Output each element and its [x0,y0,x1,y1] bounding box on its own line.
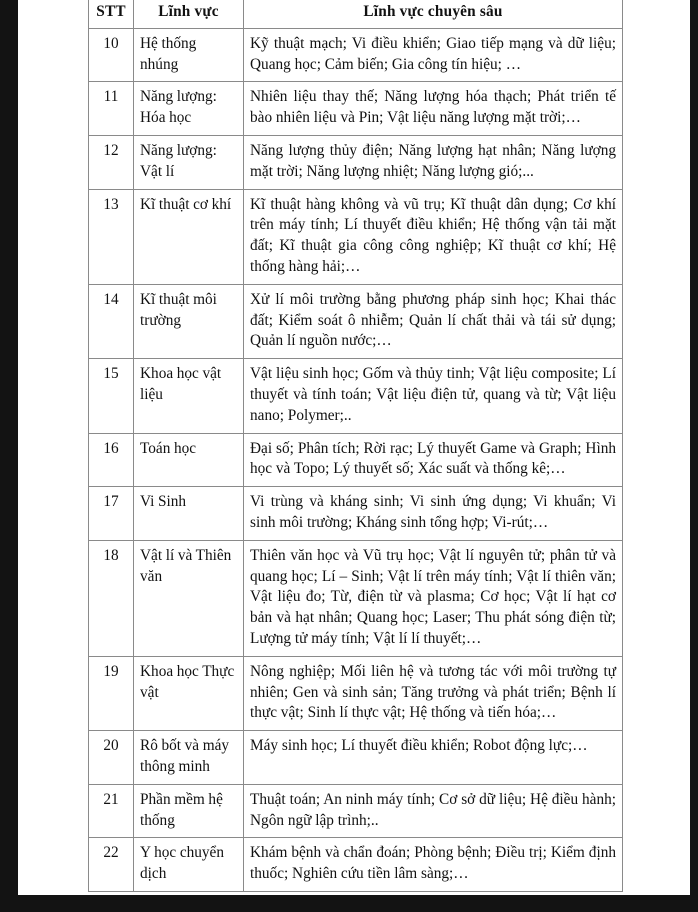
table-row [89,82,623,136]
cell-stt: 11 [89,82,134,136]
table-row [89,487,623,541]
cell-specialization: Thiên văn học và Vũ trụ học; Vật lí nguyên tử; phân tử và quang học; Lí – Sinh; Vật lí trên máy tính; Vật lí thiên văn; Vật liệu đo; Từ, điện từ và plasma; Cơ học; Vật lí hạt cơ bản và hạt nhân; Quang học; Laser; Thu phát sóng điện từ; Lượng tử máy tính; Vật lí lí thuyết;… [244,540,623,656]
cell-stt: 13 [89,189,134,284]
cell-specialization: Năng lượng thủy điện; Năng lượng hạt nhân; Năng lượng mặt trời; Năng lượng nhiệt; Năng lượng gió;... [244,135,623,189]
table-row [89,359,623,433]
table-row [89,135,623,189]
table-row [89,656,623,730]
table-header-row [89,0,623,28]
table-body [89,28,623,891]
cell-field: Y học chuyển dịch [134,838,244,892]
scanned-page [18,0,690,895]
table-row [89,838,623,892]
cell-stt: 14 [89,284,134,358]
cell-field: Phần mềm hệ thống [134,784,244,838]
cell-stt: 20 [89,731,134,785]
cell-stt: 22 [89,838,134,892]
table-row [89,189,623,284]
cell-stt: 16 [89,433,134,487]
cell-specialization: Thuật toán; An ninh máy tính; Cơ sở dữ liệu; Hệ điều hành; Ngôn ngữ lập trình;.. [244,784,623,838]
cell-field: Kĩ thuật môi trường [134,284,244,358]
table-row [89,540,623,656]
table-row [89,433,623,487]
specialization-fields-table [88,0,623,892]
cell-field: Năng lượng: Vật lí [134,135,244,189]
cell-stt: 10 [89,28,134,82]
cell-stt: 19 [89,656,134,730]
cell-specialization: Máy sinh học; Lí thuyết điều khiển; Robot động lực;… [244,731,623,785]
column-header-stt: STT [89,0,134,28]
cell-specialization: Đại số; Phân tích; Rời rạc; Lý thuyết Game và Graph; Hình học và Topo; Lý thuyết số; Xác suất và thống kê;… [244,433,623,487]
cell-specialization: Kĩ thuật hàng không và vũ trụ; Kĩ thuật dân dụng; Cơ khí trên máy tính; Lí thuyết điều khiển; Hệ thống vận tải mặt đất; Kĩ thuật gia công công nghiệp; Kĩ thuật cơ khí; Hệ thống hàng hải;… [244,189,623,284]
cell-field: Kĩ thuật cơ khí [134,189,244,284]
cell-field: Rô bốt và máy thông minh [134,731,244,785]
cell-specialization: Vật liệu sinh học; Gốm và thủy tinh; Vật liệu composite; Lí thuyết và tính toán; Vật liệu điện tử, quang và từ; Vật liệu nano; Polymer;.. [244,359,623,433]
cell-stt: 17 [89,487,134,541]
cell-field: Hệ thống nhúng [134,28,244,82]
cell-specialization: Khám bệnh và chẩn đoán; Phòng bệnh; Điều trị; Kiểm định thuốc; Nghiên cứu tiền lâm sàng;… [244,838,623,892]
cell-specialization: Nông nghiệp; Mối liên hệ và tương tác với môi trường tự nhiên; Gen và sinh sản; Tăng trưởng và phát triển; Bệnh lí thực vật; Sinh lí thực vật; Hệ thống và tiến hóa;… [244,656,623,730]
cell-specialization: Nhiên liệu thay thế; Năng lượng hóa thạch; Phát triển tế bào nhiên liệu và Pin; Vật liệu năng lượng mặt trời;… [244,82,623,136]
cell-stt: 21 [89,784,134,838]
cell-field: Năng lượng: Hóa học [134,82,244,136]
cell-field: Vật lí và Thiên văn [134,540,244,656]
cell-stt: 15 [89,359,134,433]
cell-specialization: Kỹ thuật mạch; Vi điều khiển; Giao tiếp mạng và dữ liệu; Quang học; Cảm biến; Gia công tín hiệu; … [244,28,623,82]
column-header-field: Lĩnh vực [134,0,244,28]
cell-stt: 12 [89,135,134,189]
table-row [89,28,623,82]
cell-field: Toán học [134,433,244,487]
cell-specialization: Xử lí môi trường bằng phương pháp sinh học; Khai thác đất; Kiểm soát ô nhiễm; Quản lí chất thải và tái sử dụng; Quản lí nguồn nước;… [244,284,623,358]
table-row [89,284,623,358]
cell-stt: 18 [89,540,134,656]
cell-specialization: Vi trùng và kháng sinh; Vi sinh ứng dụng; Vi khuẩn; Vi sinh môi trường; Kháng sinh tổng hợp; Vi-rút;… [244,487,623,541]
table-row [89,731,623,785]
cell-field: Khoa học vật liệu [134,359,244,433]
table-row [89,784,623,838]
cell-field: Vi Sinh [134,487,244,541]
cell-field: Khoa học Thực vật [134,656,244,730]
column-header-specialization: Lĩnh vực chuyên sâu [244,0,623,28]
